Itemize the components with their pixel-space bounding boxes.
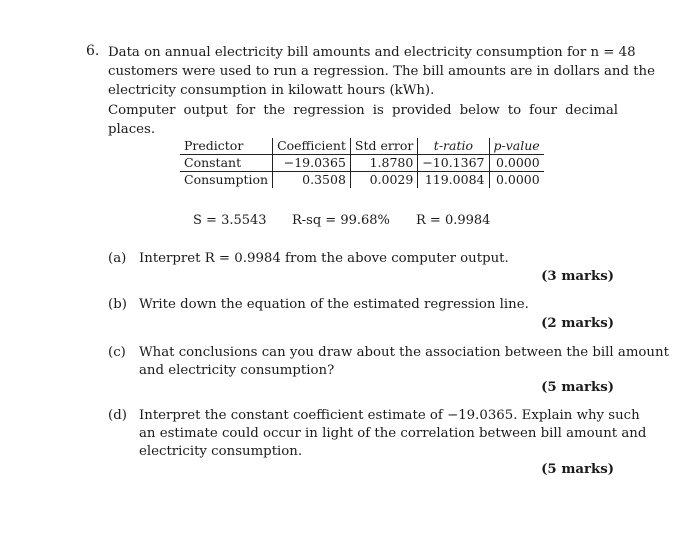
part-c xyxy=(108,344,669,382)
part-text: What conclusions can you draw about the association between the bill amount xyxy=(139,345,669,360)
part-label: (d) xyxy=(108,408,127,423)
part-label: (b) xyxy=(108,297,127,312)
part-text: Write down the equation of the estimated regression line. xyxy=(139,297,529,312)
part-text: Interpret R = 0.9984 from the above computer output. xyxy=(139,251,509,266)
part-text: an estimate could occur in light of the correlation between bill amount and xyxy=(139,426,647,441)
table-header-row xyxy=(180,138,544,155)
part-label: (a) xyxy=(108,251,127,266)
regression-table xyxy=(180,138,544,188)
stat-s: S = 3.5543 xyxy=(193,213,267,228)
intro-line: Data on annual electricity bill amounts and electricity consumption for n = 48 xyxy=(108,45,636,60)
cell-t-ratio: −10.1367 xyxy=(418,155,489,172)
stat-r-sq: R-sq = 99.68% xyxy=(292,213,390,228)
part-b xyxy=(108,296,618,316)
part-d-marks: (5 marks) xyxy=(541,462,614,477)
cell-std-error: 0.0029 xyxy=(350,172,417,189)
header-p-value: p-value xyxy=(489,138,544,155)
part-a xyxy=(108,250,618,270)
part-text: Interpret the constant coefficient estimate of −19.0365. Explain why such xyxy=(139,408,640,423)
intro-line: customers were used to run a regression. The bill amounts are in dollars and the xyxy=(108,64,655,79)
part-d xyxy=(108,407,647,463)
stat-r: R = 0.9984 xyxy=(416,213,491,228)
cell-predictor: Constant xyxy=(180,155,273,172)
part-a-marks: (3 marks) xyxy=(541,269,614,284)
question-number: 6. xyxy=(86,43,100,59)
cell-predictor: Consumption xyxy=(184,172,269,187)
part-text: and electricity consumption? xyxy=(139,363,335,378)
header-predictor: Predictor xyxy=(180,138,273,155)
header-coefficient: Coefficient xyxy=(273,138,351,155)
cell-p-value: 0.0000 xyxy=(489,155,544,172)
table-row xyxy=(180,155,544,172)
intro-line: electricity consumption in kilowatt hours (kWh). xyxy=(108,83,435,98)
cell-p-value: 0.0000 xyxy=(489,172,544,189)
part-c-marks: (5 marks) xyxy=(541,380,614,395)
question-intro xyxy=(108,43,655,100)
cell-coefficient: 0.3508 xyxy=(273,172,351,189)
header-t-ratio: t-ratio xyxy=(418,138,489,155)
header-std-error: Std error xyxy=(350,138,417,155)
part-label: (c) xyxy=(108,345,126,360)
cell-std-error: 1.8780 xyxy=(350,155,417,172)
cell-t-ratio: 119.0084 xyxy=(418,172,489,189)
cell-coefficient: −19.0365 xyxy=(273,155,351,172)
part-text: electricity consumption. xyxy=(139,444,303,459)
table-row xyxy=(180,172,544,189)
part-b-marks: (2 marks) xyxy=(541,316,614,331)
output-intro: Computer output for the regression is provided below to four decimal places. xyxy=(108,103,618,137)
